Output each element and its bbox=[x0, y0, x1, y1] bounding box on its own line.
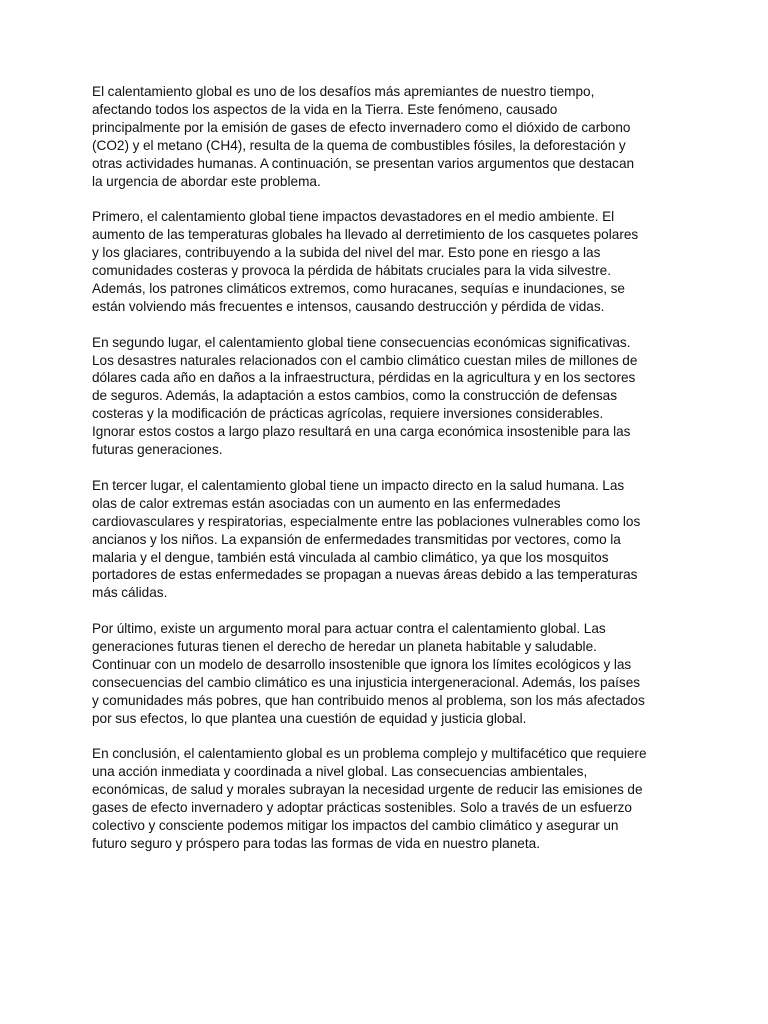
text-line: consecuencias del cambio climático es una injusticia intergeneracional. Además, los países bbox=[92, 674, 641, 690]
text-line: Continuar con un modelo de desarrollo insostenible que ignora los límites ecológicos y las bbox=[92, 656, 632, 672]
text-line: de seguros. Además, la adaptación a estos cambios, como la construcción de defensas bbox=[92, 388, 618, 404]
paragraph-intro bbox=[92, 83, 682, 190]
text-line: portadores de estas enfermedades se propagan a nuevas áreas debido a las temperaturas bbox=[92, 567, 638, 583]
text-line: Ignorar estos costos a largo plazo resultará en una carga económica insostenible para las bbox=[92, 424, 631, 440]
document-body bbox=[92, 83, 682, 871]
text-line: comunidades costeras y provoca la pérdida de hábitats cruciales para la vida silvestre. bbox=[92, 263, 611, 279]
text-line: En segundo lugar, el calentamiento global tiene consecuencias económicas significativas. bbox=[92, 334, 631, 350]
text-line: principalmente por la emisión de gases de efecto invernadero como el dióxido de carbono bbox=[92, 119, 631, 135]
text-line: gases de efecto invernadero y adoptar prácticas sostenibles. Solo a través de un esfuerzo bbox=[92, 800, 632, 816]
text-line: dólares cada año en daños a la infraestructura, pérdidas en la agricultura y en los sectores bbox=[92, 370, 636, 386]
paragraph-moral bbox=[92, 620, 682, 727]
text-line: afectando todos los aspectos de la vida en la Tierra. Este fenómeno, causado bbox=[92, 101, 558, 117]
text-line: colectivo y consciente podemos mitigar los impactos del cambio climático y asegurar un bbox=[92, 818, 619, 834]
text-line: ancianos y los niños. La expansión de enfermedades transmitidas por vectores, como la bbox=[92, 531, 621, 547]
text-line: malaria y el dengue, también está vinculada al cambio climático, ya que los mosquitos bbox=[92, 549, 609, 565]
text-line: (CO2) y el metano (CH4), resulta de la quema de combustibles fósiles, la deforestación y bbox=[92, 137, 626, 153]
text-line: y comunidades más pobres, que han contribuido menos al problema, son los más afectados bbox=[92, 692, 645, 708]
text-line: En tercer lugar, el calentamiento global tiene un impacto directo en la salud humana. Las bbox=[92, 477, 625, 493]
text-line: futuras generaciones. bbox=[92, 442, 223, 458]
text-line: la urgencia de abordar este problema. bbox=[92, 173, 321, 189]
paragraph-conclusion bbox=[92, 745, 682, 852]
text-line: generaciones futuras tienen el derecho de heredar un planeta habitable y saludable. bbox=[92, 639, 597, 655]
text-line: otras actividades humanas. A continuación, se presentan varios argumentos que destacan bbox=[92, 155, 635, 171]
text-line: aumento de las temperaturas globales ha llevado al derretimiento de los casquetes polares bbox=[92, 227, 639, 243]
text-line: Por último, existe un argumento moral para actuar contra el calentamiento global. Las bbox=[92, 621, 606, 637]
text-line: más cálidas. bbox=[92, 585, 168, 601]
text-line: y los glaciares, contribuyendo a la subida del nivel del mar. Esto pone en riesgo a las bbox=[92, 245, 601, 261]
text-line: por sus efectos, lo que plantea una cuestión de equidad y justicia global. bbox=[92, 710, 527, 726]
text-line: Los desastres naturales relacionados con el cambio climático cuestan miles de millones de bbox=[92, 352, 638, 368]
text-line: Además, los patrones climáticos extremos, como huracanes, sequías e inundaciones, se bbox=[92, 280, 625, 296]
text-line: están volviendo más frecuentes e intensos, causando destrucción y pérdida de vidas. bbox=[92, 298, 605, 314]
text-line: una acción inmediata y coordinada a nivel global. Las consecuencias ambientales, bbox=[92, 764, 588, 780]
text-line: costeras y la modificación de prácticas agrícolas, requiere inversiones considerables. bbox=[92, 406, 604, 422]
text-line: económicas, de salud y morales subrayan la necesidad urgente de reducir las emisiones de bbox=[92, 782, 643, 798]
text-line: El calentamiento global es uno de los desafíos más apremiantes de nuestro tiempo, bbox=[92, 84, 595, 99]
text-line: futuro seguro y próspero para todas las formas de vida en nuestro planeta. bbox=[92, 835, 540, 851]
text-line: olas de calor extremas están asociadas con un aumento en las enfermedades bbox=[92, 495, 561, 511]
text-line: Primero, el calentamiento global tiene impactos devastadores en el medio ambiente. El bbox=[92, 209, 615, 225]
text-line: En conclusión, el calentamiento global es un problema complejo y multifacético que requiere bbox=[92, 746, 647, 762]
paragraph-economic bbox=[92, 334, 682, 459]
text-line: cardiovasculares y respiratorias, especialmente entre las poblaciones vulnerables como los bbox=[92, 513, 641, 529]
paragraph-health bbox=[92, 477, 682, 602]
paragraph-environment bbox=[92, 208, 682, 315]
